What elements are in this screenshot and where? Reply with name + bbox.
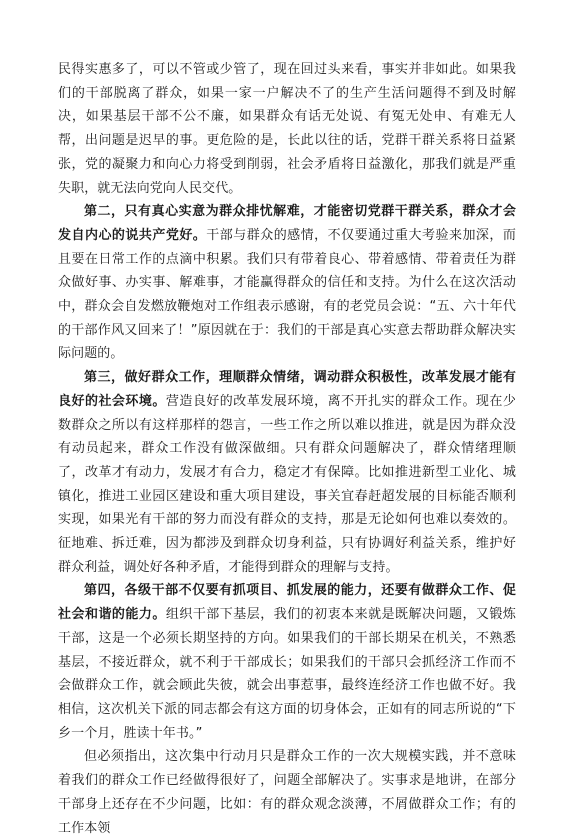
paragraph-4 — [58, 579, 516, 745]
paragraph-text: 干部与群众的感情，不仅要通过重大考验来加深，而且要在日常工作的点滴中积累。我们只有带着良心、带着感情、带着责任为群众做好事、办实事、解难事，才能赢得群众的信任和支持。为什么在这次活动中，群众会自发燃放鞭炮对工作组表示感谢，有的老党员会说：“五、六十年代的干部作风又回来了！”原因就在于：我们的干部是真心实意去帮助群众解决实际问题的。 — [58, 227, 516, 362]
paragraph-2 — [58, 200, 516, 366]
paragraph-3 — [58, 366, 516, 579]
document-body — [58, 58, 516, 840]
paragraph-text: 但必须指出，这次集中行动月只是群众工作的一次大规模实践，并不意味着我们的群众工作已经做得很好了，问题全部解决了。实事求是地讲，在部分干部身上还存在不少问题，比如：有的群众观念淡薄，不屑做群众工作；有的工作本领 — [58, 749, 516, 836]
paragraph-lead: 第二，只有真心实意为群众排忧解难，才能密切党群干群关系，群众才会发自内心的说共产党好。 — [58, 204, 516, 243]
paragraph-text: 营造良好的改革发展环境，离不开扎实的群众工作。现在少数群众之所以有这样那样的怨言，一些工作之所以难以推进，就是因为群众没有动员起来，群众工作没有做深做细。只有群众问题解决了，群众情绪理顺了，改革才有动力，发展才有合力，稳定才有保障。比如推进新型工业化、城镇化，推进工业园区建设和重大项目建设，事关宜春赶超发展的目标能否顺利实现，如果光有干部的努力而没有群众的支持，那是无论如何也难以奏效的。征地难、拆迁难，因为都涉及到群众切身利益，只有协调好利益关系，维护好群众利益，调处好各种矛盾，才能得到群众的理解与支持。 — [58, 393, 516, 575]
paragraph-1 — [58, 58, 516, 200]
paragraph-text: 组织干部下基层，我们的初衷本来就是既解决问题，又锻炼干部，这是一个必须长期坚持的方向。如果我们的干部长期呆在机关，不熟悉基层，不接近群众，就不利于干部成长；如果我们的干部只会抓经济工作而不会做群众工作，就会顾此失彼，就会出事惹事，最终连经济工作也做不好。我相信，这次机关下派的同志都会有这方面的切身体会，正如有的同志所说的“下乡一个月，胜读十年书。” — [58, 607, 516, 741]
paragraph-lead: 第三，做好群众工作，理顺群众情绪，调动群众积极性，改革发展才能有良好的社会环境。 — [58, 370, 516, 409]
paragraph-text: 民得实惠多了，可以不管或少管了，现在回过头来看，事实并非如此。如果我们的干部脱离了群众，如果一家一户解决不了的生产生活问题得不到及时解决，如果基层干部不公不廉，如果群众有话无处说、有冤无处申、有难无人帮，出问题是迟早的事。更危险的是，长此以往的话，党群干群关系将日益紧张，党的凝聚力和向心力将受到削弱，社会矛盾将日益激化，那我们就是严重失职，就无法向党向人民交代。 — [58, 62, 516, 196]
paragraph-5 — [58, 745, 516, 840]
paragraph-lead: 第四，各级干部不仅要有抓项目、抓发展的能力，还要有做群众工作、促社会和谐的能力。 — [58, 583, 516, 623]
